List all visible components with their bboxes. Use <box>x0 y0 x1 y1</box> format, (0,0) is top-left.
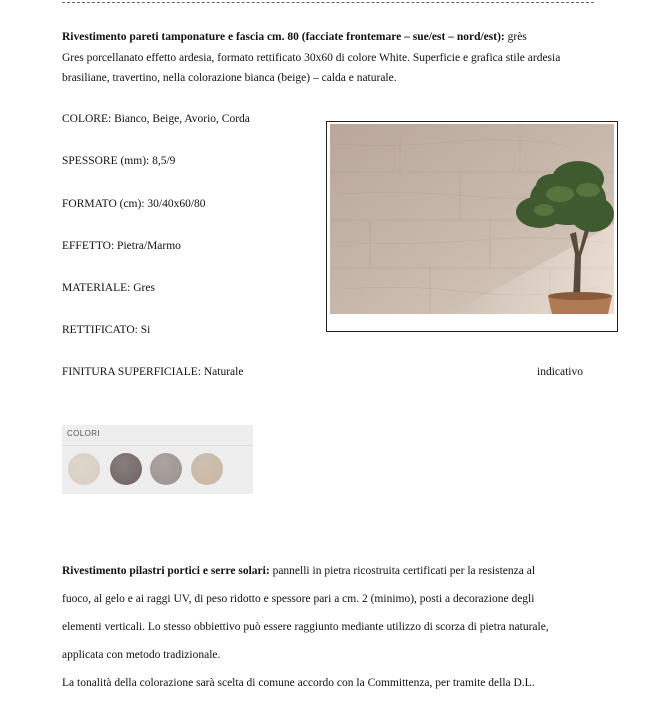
section2-line3: elementi verticali. Lo stesso obbiettivo può essere raggiunto mediante utilizzo di scorza di pietra naturale, <box>62 621 549 633</box>
section1-title-line <box>62 30 527 44</box>
section1-title: Rivestimento pareti tamponature e fascia cm. 80 (facciate frontemare – sue/est – nord/est): <box>62 31 505 43</box>
section2-line1 <box>62 564 535 578</box>
section2-line2: fuoco, al gelo e ai raggi UV, di peso ridotto e spessore pari a cm. 2 (minimo), posti a decorazione degli <box>62 593 535 605</box>
section2-line5: La tonalità della colorazione sarà scelta di comune accordo con la Committenza, per tramite della D.L. <box>62 677 535 689</box>
spec-colore: COLORE: Bianco, Beige, Avorio, Corda <box>62 113 250 125</box>
colori-divider <box>62 445 253 446</box>
color-swatch-beige <box>191 453 223 485</box>
color-swatch-scuro <box>110 453 142 485</box>
stone-wall-with-tree-image <box>330 124 614 314</box>
section1-body-line1: Gres porcellanato effetto ardesia, formato rettificato 30x60 di colore White. Superficie e grafica stile ardesia <box>62 52 561 64</box>
spec-spessore: SPESSORE (mm): 8,5/9 <box>62 155 176 167</box>
section2-title: Rivestimento pilastri portici e serre solari: <box>62 565 270 577</box>
tile-sample-photo <box>326 121 618 332</box>
colori-title: COLORI <box>67 429 101 438</box>
spec-finitura: FINITURA SUPERFICIALE: Naturale <box>62 366 244 378</box>
color-swatch-bianco <box>68 453 100 485</box>
section1-title-rest: grès <box>504 31 527 43</box>
spec-materiale: MATERIALE: Gres <box>62 282 155 294</box>
spec-effetto: EFFETTO: Pietra/Marmo <box>62 240 181 252</box>
section2-line1-rest: pannelli in pietra ricostruita certificati per la resistenza al <box>269 565 536 577</box>
section2-line4: applicata con metodo tradizionale. <box>62 649 221 661</box>
image-caption: indicativo <box>537 366 583 378</box>
spec-formato: FORMATO (cm): 30/40x60/80 <box>62 198 206 210</box>
section1-body-line2: brasiliane, travertino, nella colorazione bianca (beige) – calda e naturale. <box>62 72 397 84</box>
color-swatch-grigio <box>150 453 182 485</box>
dashed-separator <box>62 2 594 3</box>
spec-rettificato: RETTIFICATO: Si <box>62 324 151 336</box>
colori-swatch-card <box>62 425 253 494</box>
